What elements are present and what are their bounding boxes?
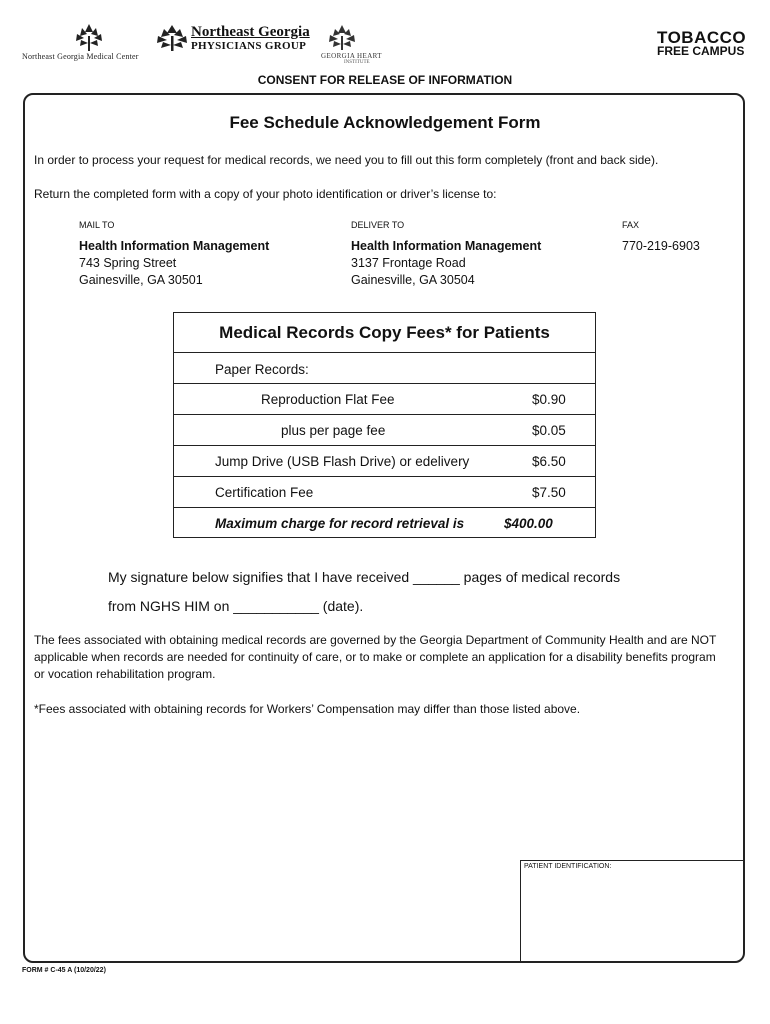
ngpg-logo-sub: PHYSICIANS GROUP [191,40,307,52]
form-number: FORM # C-45 A (10/20/22) [22,967,106,974]
intro-text: In order to process your request for medical records, we need you to fill out this form completely (front and back side). [34,153,659,167]
patient-identification-box [520,860,745,963]
fee-amount: $7.50 [532,485,566,500]
fee-label: Certification Fee [215,485,314,500]
signature-line-1: My signature below signifies that I have received ______ pages of medical records [108,569,621,585]
nemc-logo-text: Northeast Georgia Medical Center [22,52,139,61]
fee-amount: $0.05 [532,423,566,438]
deliver-to-address [351,238,541,289]
georgia-heart-tree-logo [327,24,357,52]
mail-to-label: MAIL TO [79,220,115,230]
fee-row [174,383,595,414]
fee-label: Reproduction Flat Fee [261,392,395,407]
fee-row [174,476,595,507]
nemc-tree-logo [72,22,106,52]
fee-label: Jump Drive (USB Flash Drive) or edelivery [215,454,470,469]
georgia-heart-logo-name: GEORGIA HEART [321,52,382,60]
mail-to-name: Health Information Management [79,239,270,253]
ngpg-tree-logo [155,24,189,52]
fee-row [174,445,595,476]
fee-label: Maximum charge for record retrieval is [215,516,465,531]
fee-row [174,414,595,445]
workers-comp-note: *Fees associated with obtaining records for Workers’ Compensation may differ than those listed above. [34,702,581,716]
fax-number: 770-219-6903 [622,239,700,253]
fee-row-paper [174,352,595,383]
mail-to-address [79,238,269,289]
deliver-to-label: DELIVER TO [351,220,405,230]
tobacco-free-title: TOBACCO [657,28,747,47]
ngpg-logo-name: Northeast Georgia [191,24,310,40]
fee-table [173,312,596,538]
deliver-to-line2: Gainesville, GA 30504 [351,273,475,287]
georgia-heart-logo-sub: INSTITUTE [344,60,370,65]
fee-table-title: Medical Records Copy Fees* for Patients [219,323,550,342]
tobacco-free-sub: FREE CAMPUS [657,44,745,58]
consent-heading: CONSENT FOR RELEASE OF INFORMATION [257,73,513,87]
return-text: Return the completed form with a copy of your photo identification or driver’s license to: [34,187,497,201]
fax-label: FAX [622,220,640,230]
mail-to-line2: Gainesville, GA 30501 [79,273,203,287]
mail-to-line1: 743 Spring Street [79,256,177,270]
fee-amount: $400.00 [504,516,553,531]
form-title: Fee Schedule Acknowledgement Form [229,113,541,132]
deliver-to-name: Health Information Management [351,239,542,253]
paper-records-label: Paper Records: [215,362,309,377]
fee-row-maximum [174,507,595,537]
fee-amount: $0.90 [532,392,566,407]
deliver-to-line1: 3137 Frontage Road [351,256,466,270]
patient-identification-label: PATIENT IDENTIFICATION: [524,863,612,870]
signature-line-2: from NGHS HIM on ___________ (date). [108,598,364,614]
fee-label: plus per page fee [281,423,386,438]
fee-amount: $6.50 [532,454,566,469]
governed-note: The fees associated with obtaining medical records are governed by the Georgia Department of Community Health and are NOT applicable when records are needed for continuity of care, or to make or complete an application for a disability benefits program or vocation rehabilitation program. [34,633,717,681]
